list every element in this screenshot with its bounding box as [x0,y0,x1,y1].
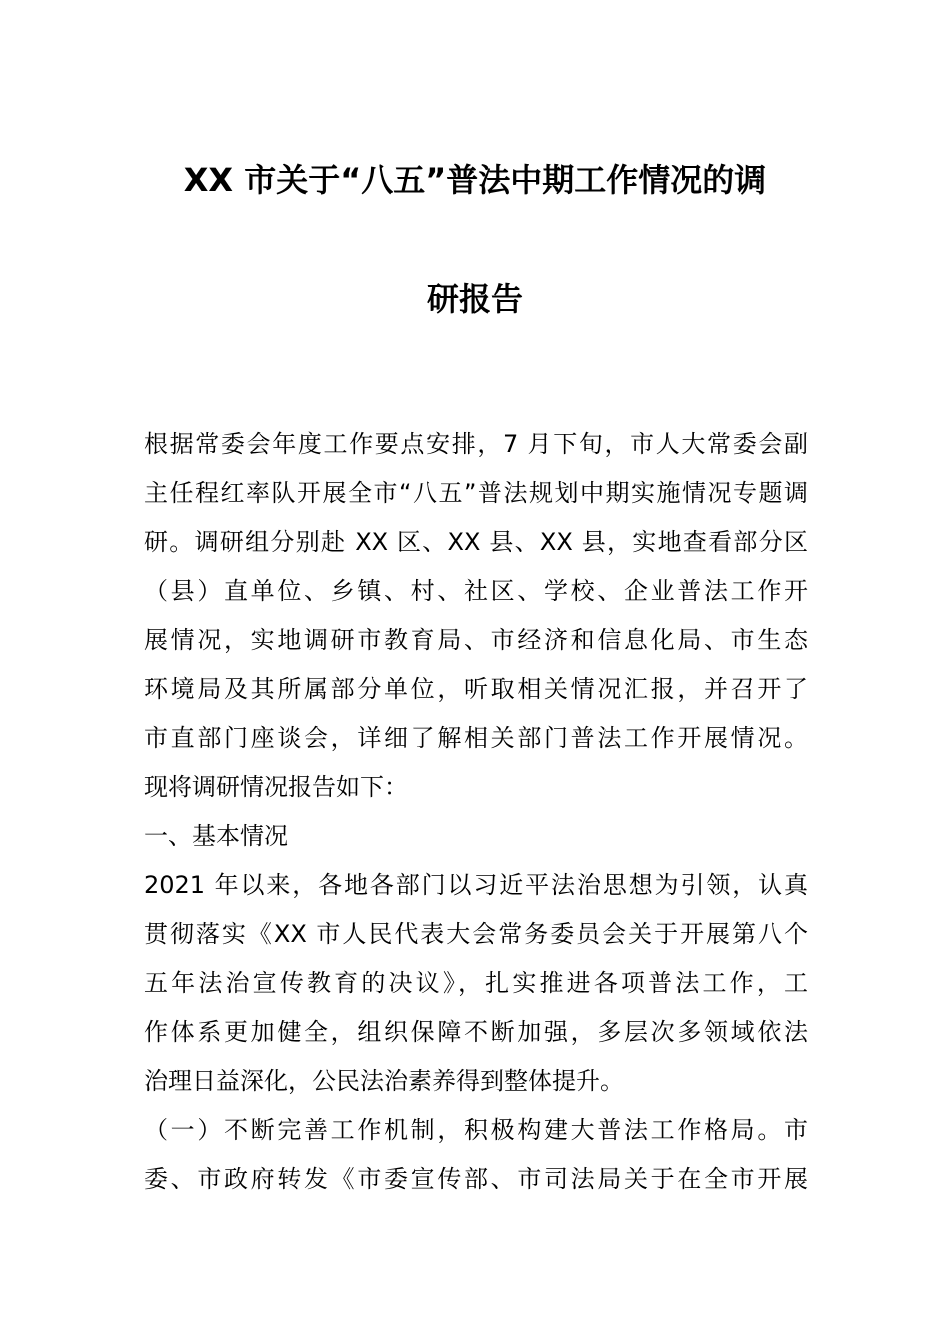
subsection-line: （一）不断完善工作机制，积极构建大普法工作格局。市 [144,1116,808,1144]
document-body [144,420,808,1204]
document-title-line-2: 研报告 [426,280,523,318]
body-line: 研。调研组分别赴 XX 区、XX 县、XX 县，实地查看部分区 [144,528,808,556]
body-line: （县）直单位、乡镇、村、社区、学校、企业普法工作开 [144,577,808,605]
document-title-line-1: XX 市关于“八五”普法中期工作情况的调 [183,161,767,199]
section-heading: 一、基本情况 [144,822,288,850]
body-line: 五年法治宣传教育的决议》，扎实推进各项普法工作，工 [144,969,808,997]
body-line: 主任程红率队开展全市“八五”普法规划中期实施情况专题调 [144,479,808,507]
body-line: 委、市政府转发《市委宣传部、市司法局关于在全市开展 [144,1165,808,1193]
body-line: 现将调研情况报告如下： [144,773,408,801]
body-line: 根据常委会年度工作要点安排，7 月下旬，市人大常委会副 [144,430,808,458]
body-line: 市直部门座谈会，详细了解相关部门普法工作开展情况。 [144,724,808,752]
body-line: 作体系更加健全，组织保障不断加强，多层次多领域依法 [144,1018,808,1046]
body-line: 展情况，实地调研市教育局、市经济和信息化局、市生态 [144,626,808,654]
body-line: 贯彻落实《XX 市人民代表大会常务委员会关于开展第八个 [144,920,808,948]
body-line: 环境局及其所属部分单位，听取相关情况汇报，并召开了 [144,675,808,703]
body-line: 2021 年以来，各地各部门以习近平法治思想为引领，认真 [144,871,808,899]
body-line: 治理日益深化，公民法治素养得到整体提升。 [144,1067,624,1095]
